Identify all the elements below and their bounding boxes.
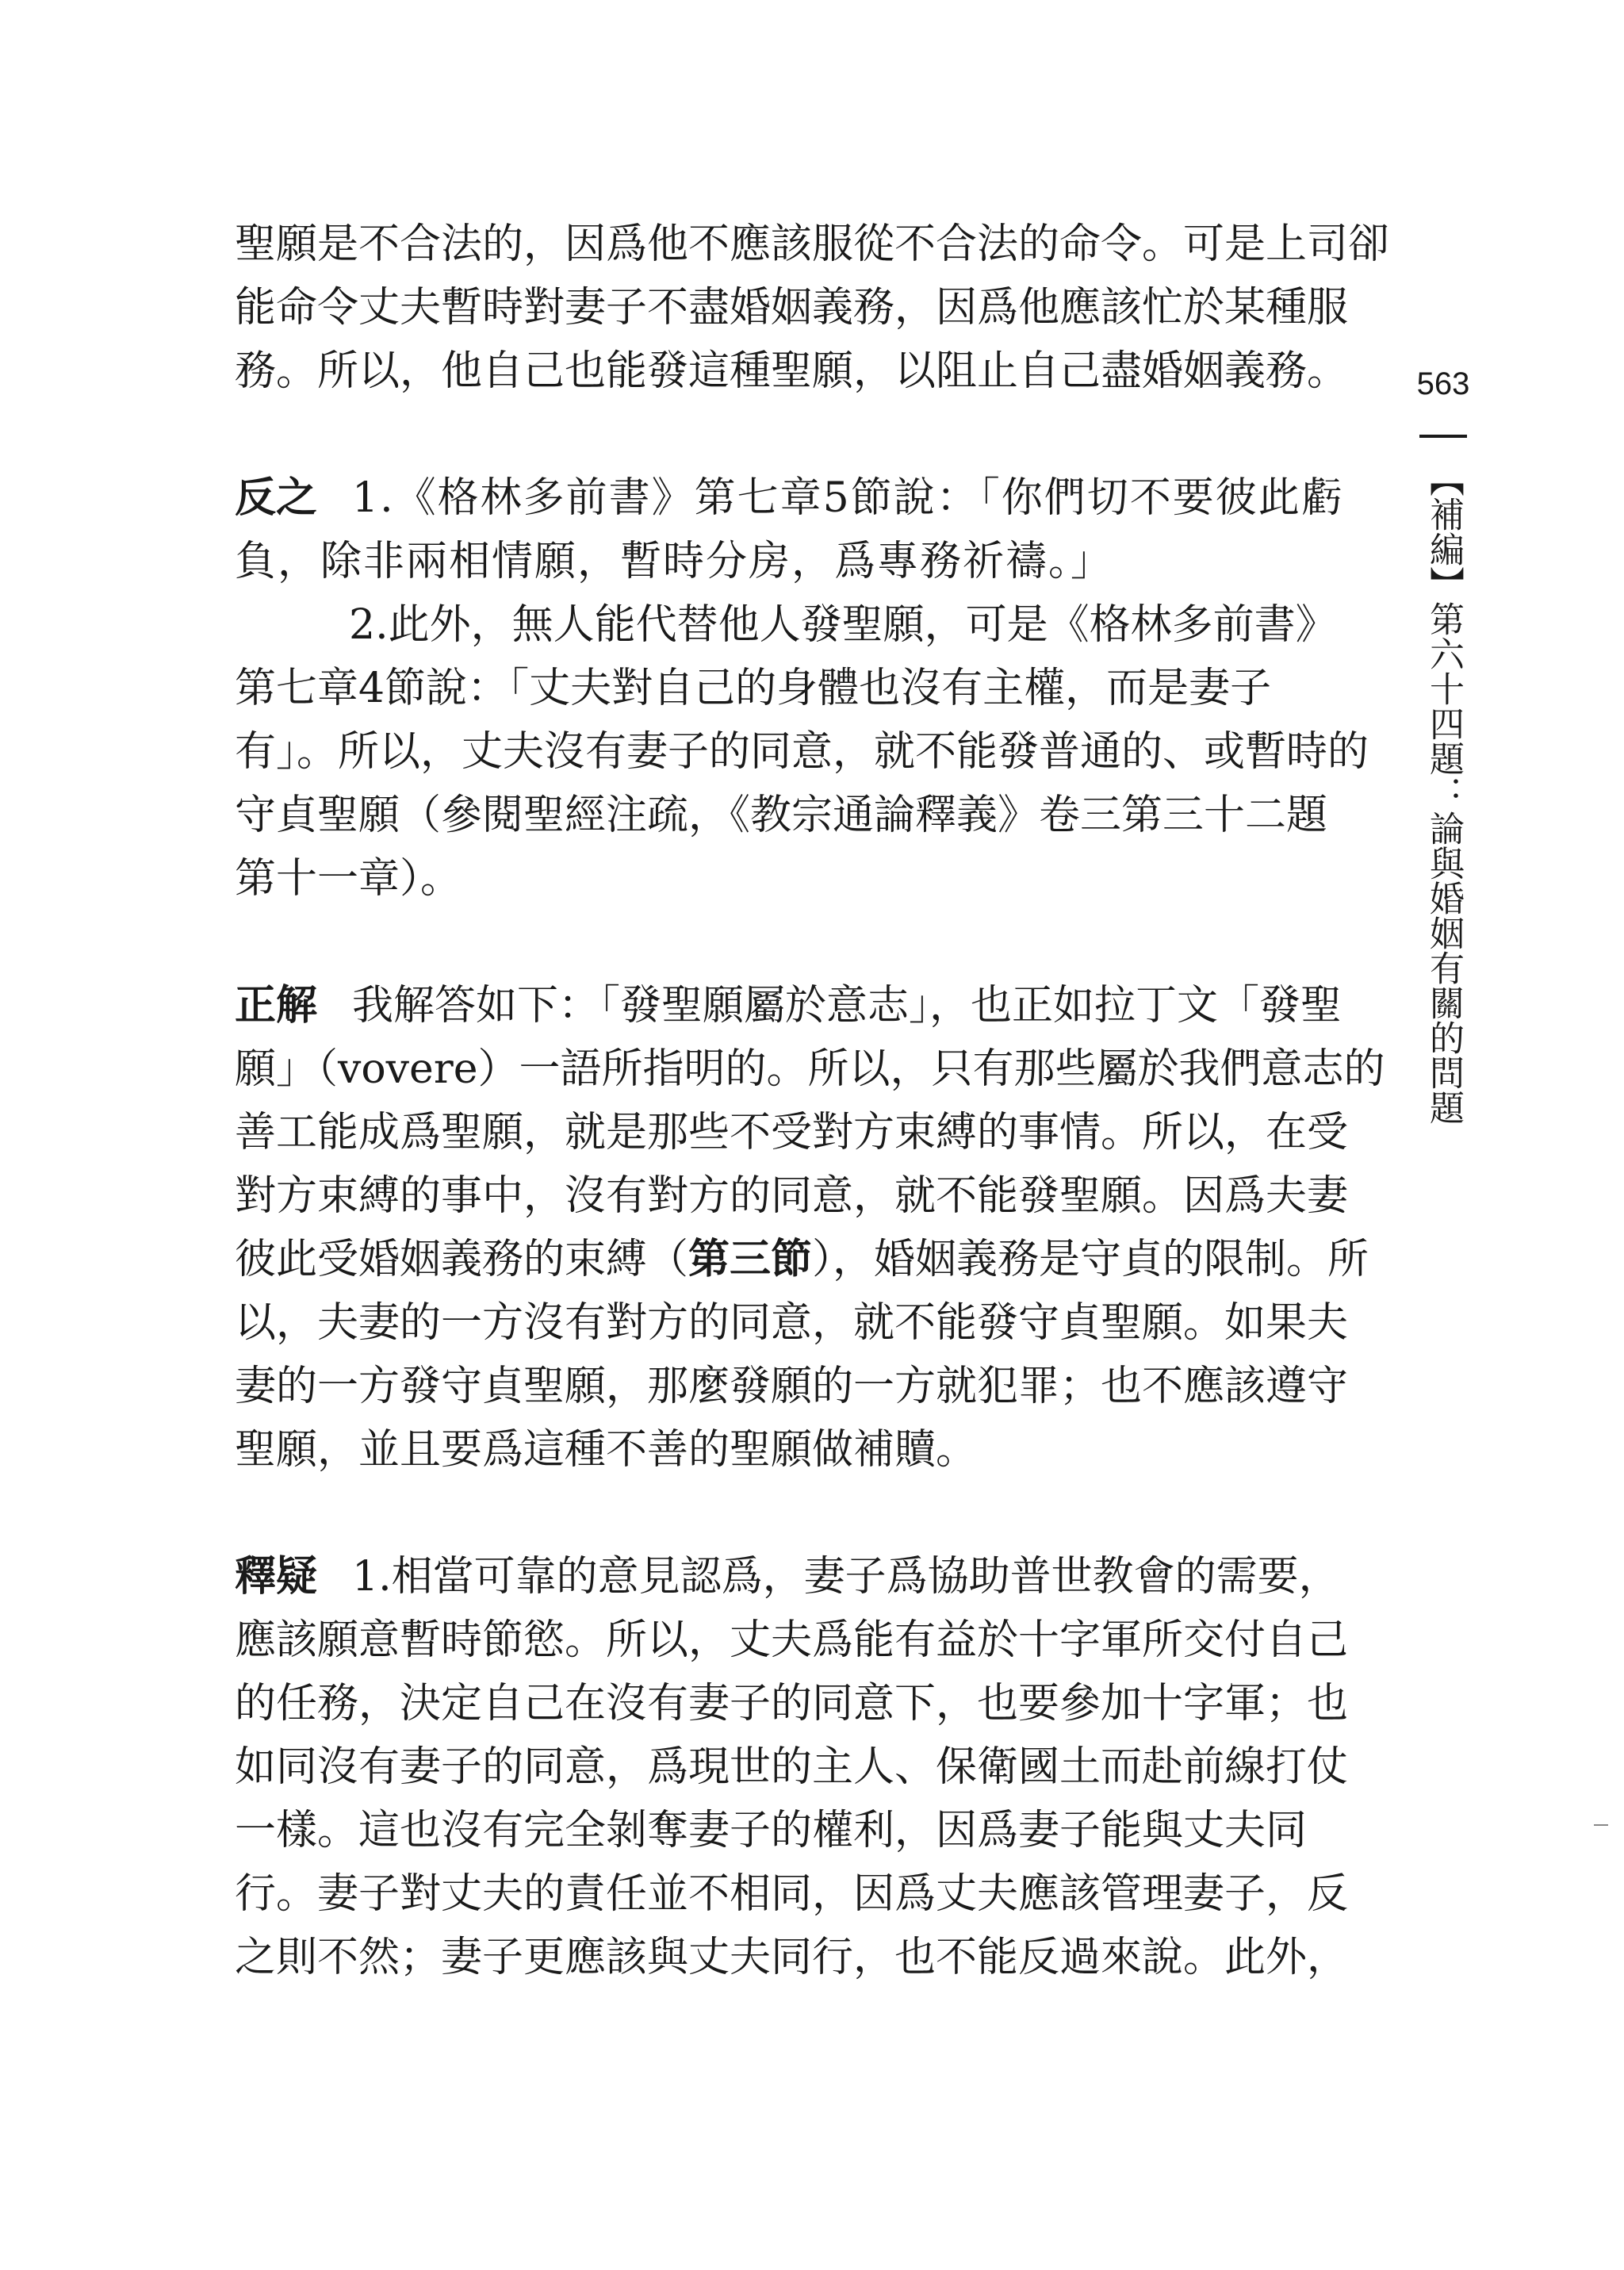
paragraph-gap — [235, 1482, 1362, 1545]
fanzhi-line-1 — [235, 466, 1362, 530]
fanzhi-line-4: 第七章4節說：「丈夫對自己的身體也沒有主權，而是妻子 — [235, 665, 1272, 712]
fanzhi-line-5: 有」。所以，丈夫沒有妻子的同意，就不能發普通的、或暫時的 — [235, 728, 1369, 776]
shiyi-line-5: 一樣。這也沒有完全剝奪妻子的權利，因爲妻子能與丈夫同 — [235, 1807, 1308, 1854]
shiyi-line-4: 如同沒有妻子的同意，爲現世的主人、保衛國土而赴前線打仗 — [235, 1743, 1349, 1791]
zhengjie-line-3: 善工能成爲聖願，就是那些不受對方束縛的事情。所以，在受 — [235, 1109, 1349, 1156]
zhengjie-term: 正解 — [235, 982, 318, 1030]
fanzhi-line-1-text: 1.《格林多前書》第七章5節說：「你們切不要彼此虧 — [352, 474, 1344, 522]
zhengjie-line-8: 聖願，並且要爲這種不善的聖願做補贖。 — [235, 1426, 978, 1474]
shiyi-line-1-text: 1.相當可靠的意見認爲，妻子爲協助普世教會的需要， — [352, 1553, 1340, 1601]
intro-line-2: 能命令丈夫暫時對妻子不盡婚姻義務，因爲他應該忙於某種服 — [235, 284, 1349, 332]
zhengjie-line-1 — [235, 974, 1362, 1037]
intro-line-3: 務。所以，他自己也能發這種聖願，以阻止自己盡婚姻義務。 — [235, 347, 1349, 395]
paragraph-gap — [235, 911, 1362, 974]
fanzhi-line-2: 負，除非兩相情願，暫時分房，爲專務祈禱。」 — [235, 538, 1114, 585]
shiyi-line-3: 的任務，決定自己在沒有妻子的同意下，也要參加十字軍；也 — [235, 1680, 1349, 1727]
fanzhi-term: 反之 — [235, 474, 318, 522]
header-rule — [1419, 435, 1467, 438]
zhengjie-line-2: 願」（vovere）一語所指明的。所以，只有那些屬於我們意志的 — [235, 1045, 1385, 1093]
shiyi-line-1 — [235, 1545, 1362, 1609]
fanzhi-line-7: 第十一章）。 — [235, 855, 462, 903]
section-reference: 第三節 — [688, 1236, 813, 1283]
shiyi-term: 釋疑 — [235, 1553, 318, 1601]
fanzhi-line-3: 2.此外，無人能代替他人發聖願，可是《格林多前書》 — [349, 601, 1337, 649]
margin-mark — [1594, 1824, 1608, 1826]
zhengjie-line-4: 對方束縛的事中，沒有對方的同意，就不能發聖願。因爲夫妻 — [235, 1172, 1349, 1220]
zhengjie-line-6: 以，夫妻的一方沒有對方的同意，就不能發守貞聖願。如果夫 — [235, 1299, 1349, 1347]
shiyi-line-7: 之則不然；妻子更應該與丈夫同行，也不能反過來說。此外， — [235, 1934, 1349, 1981]
fanzhi-line-6: 守貞聖願（參閱聖經注疏，《教宗通論釋義》卷三第三十二題 — [235, 792, 1328, 839]
page-number: 563 — [1416, 366, 1470, 401]
running-head: 【補編】第六十四題：論與婚姻有關的問題 — [1423, 462, 1464, 1125]
zhengjie-line-1-text: 我解答如下：「發聖願屬於意志」，也正如拉丁文「發聖 — [352, 982, 1342, 1030]
zhengjie-line-5-b: ），婚姻義務是守貞的限制。所 — [812, 1236, 1369, 1283]
paragraph-gap — [235, 403, 1362, 466]
shiyi-line-2: 應該願意暫時節慾。所以，丈夫爲能有益於十字軍所交付自己 — [235, 1616, 1349, 1664]
intro-line-1: 聖願是不合法的，因爲他不應該服從不合法的命令。可是上司卻 — [235, 220, 1390, 268]
shiyi-line-6: 行。妻子對丈夫的責任並不相同，因爲丈夫應該管理妻子，反 — [235, 1870, 1349, 1918]
zhengjie-line-5-a: 彼此受婚姻義務的束縛（ — [235, 1236, 689, 1283]
zhengjie-line-7: 妻的一方發守貞聖願，那麼發願的一方就犯罪；也不應該遵守 — [235, 1363, 1349, 1410]
zhengjie-line-5 — [235, 1228, 1369, 1291]
main-text-column — [235, 213, 1390, 1989]
